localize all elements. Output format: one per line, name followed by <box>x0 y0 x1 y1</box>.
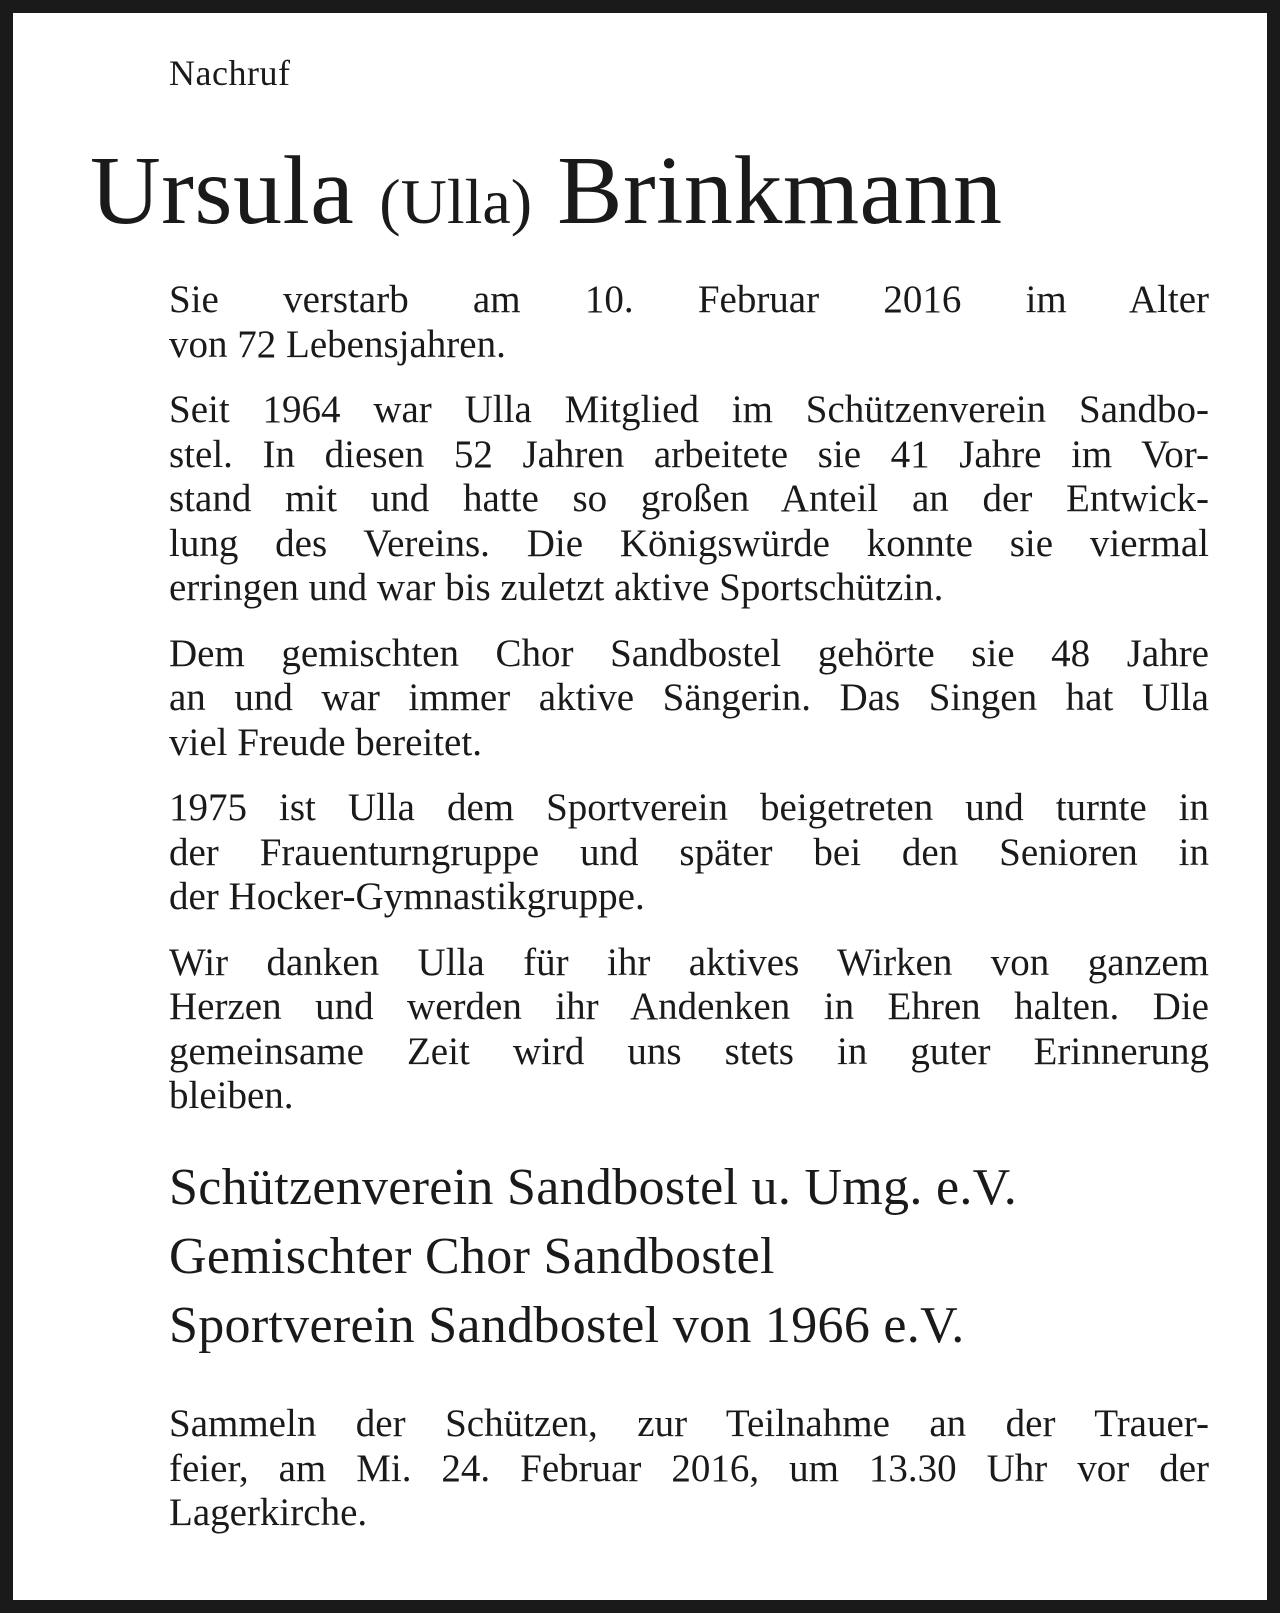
text-line: Dem gemischten Chor Sandbostel gehörte sie 48 Jahre <box>169 631 1209 675</box>
text-line: gemeinsame Zeit wird uns stets in guter Erinnerung <box>169 1029 1209 1073</box>
text-line: feier, am Mi. 24. Februar 2016, um 13.30 Uhr vor der <box>169 1446 1209 1490</box>
text-line: an und war immer aktive Sängerin. Das Singen hat Ulla <box>169 676 1209 719</box>
notice-kicker: Nachruf <box>169 53 291 93</box>
text-line: Sammeln der Schützen, zur Teilnahme an der Trauer- <box>169 1402 1209 1445</box>
text-line: 1975 ist Ulla dem Sportverein beigetreten und turnte in <box>169 786 1209 829</box>
signatory-organizations <box>169 1153 1219 1360</box>
notice-body <box>169 278 1209 1140</box>
org-chor: Gemischter Chor Sandbostel <box>169 1228 775 1285</box>
paragraph-chor <box>169 632 1209 766</box>
text-line: von 72 Lebensjahren. <box>169 322 506 366</box>
text-line: der Frauenturngruppe und später bei den Senioren in <box>169 830 1209 874</box>
funeral-info <box>169 1402 1209 1536</box>
text-line: Sie verstarb am 10. Februar 2016 im Alter <box>169 278 1209 321</box>
text-line: erringen und war bis zuletzt aktive Sportschützin. <box>169 566 944 609</box>
text-line: stand mit und hatte so großen Anteil an der Entwick- <box>169 477 1209 520</box>
notice-content <box>13 13 1267 1600</box>
org-sportverein: Sportverein Sandbostel von 1966 e.V. <box>169 1297 965 1354</box>
name-first: Ursula <box>90 137 355 245</box>
text-line: der Hocker-Gymnastikgruppe. <box>169 875 645 918</box>
paragraph-death <box>169 278 1209 367</box>
text-line: Lagerkirche. <box>169 1491 368 1534</box>
text-line: viel Freude bereitet. <box>169 720 482 764</box>
text-line: Wir danken Ulla für ihr aktives Wirken von ganzem <box>169 940 1209 984</box>
text-line: lung des Vereins. Die Königswürde konnte sie viermal <box>169 521 1209 565</box>
paragraph-sportverein <box>169 786 1209 920</box>
paragraph-funeral <box>169 1402 1209 1536</box>
text-line: Seit 1964 war Ulla Mitglied im Schützenverein Sandbo- <box>169 388 1209 431</box>
deceased-name <box>90 131 1003 262</box>
org-schuetzenverein: Schützenverein Sandbostel u. Umg. e.V. <box>169 1159 1018 1216</box>
name-last: Brinkmann <box>557 137 1003 245</box>
name-nickname: (Ulla) <box>379 166 533 237</box>
text-line: bleiben. <box>169 1074 294 1117</box>
text-line: Herzen und werden ihr Andenken in Ehren halten. Die <box>169 985 1209 1028</box>
paragraph-schuetzenverein <box>169 388 1209 611</box>
text-line: stel. In diesen 52 Jahren arbeitete sie 41 Jahre im Vor- <box>169 432 1209 476</box>
paragraph-thanks <box>169 941 1209 1119</box>
